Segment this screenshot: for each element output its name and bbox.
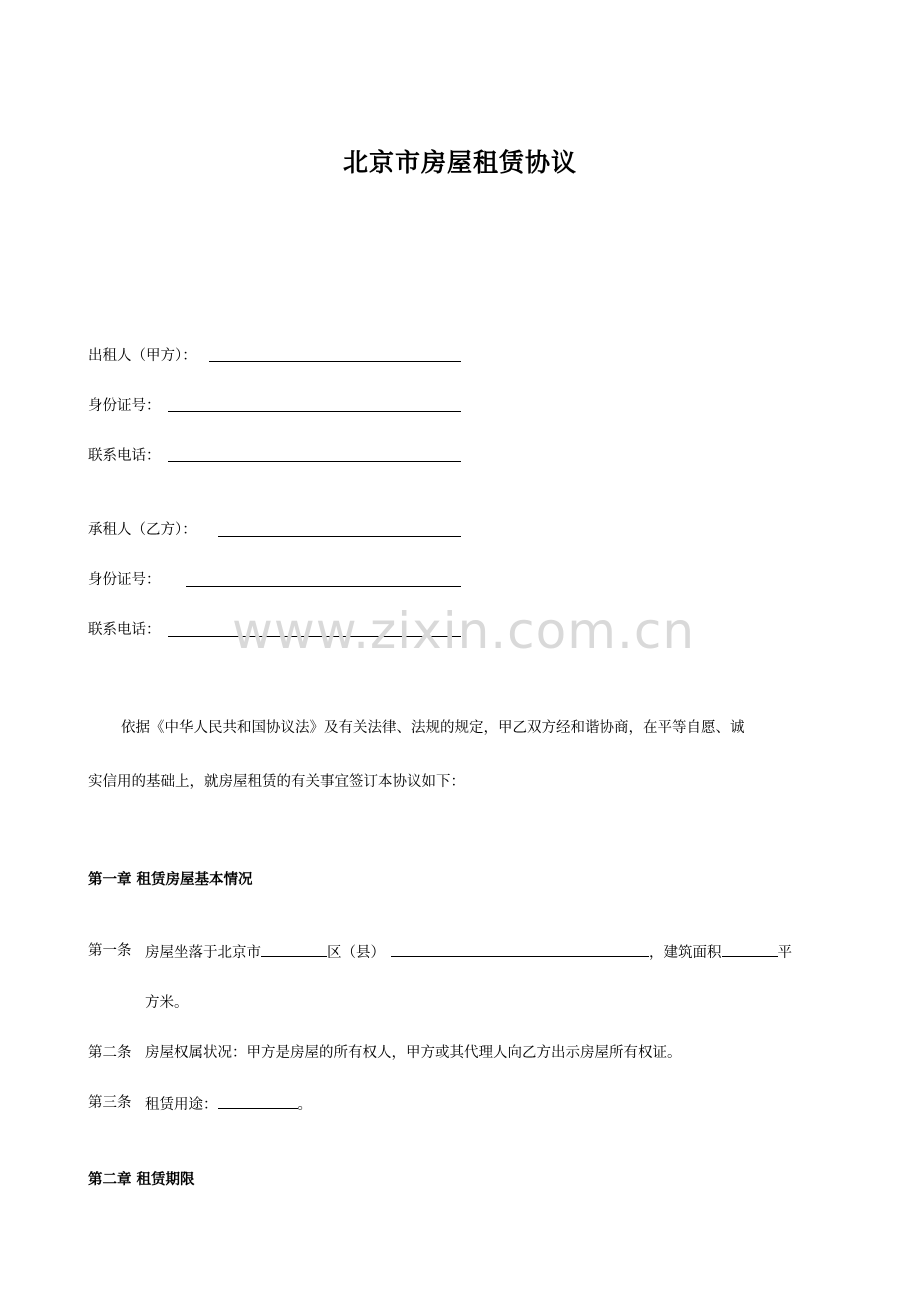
lessor-name-blank[interactable] — [209, 361, 461, 362]
preamble-line-1: 依据《中华人民共和国协议法》及有关法律、法规的规定，甲乙双方经和谐协商，在平等自愿、诚 — [121, 720, 745, 736]
article-2-number: 第二条 — [88, 1045, 132, 1061]
article-3-number: 第三条 — [88, 1095, 132, 1111]
article-3-text-a: 租赁用途： — [145, 1097, 218, 1113]
lessee-name-label: 承租人（乙方）： — [88, 522, 197, 538]
lessor-id-blank[interactable] — [168, 411, 461, 412]
district-blank[interactable] — [261, 941, 327, 957]
lessor-phone-label: 联系电话： — [88, 448, 161, 464]
lessee-name-blank[interactable] — [218, 536, 461, 537]
area-blank[interactable] — [722, 941, 778, 957]
document-title: 北京市房屋租赁协议 — [342, 148, 577, 177]
article-1-text-b: 区（县） — [327, 945, 385, 961]
lessee-phone-label: 联系电话： — [88, 622, 161, 638]
usage-blank[interactable] — [218, 1093, 298, 1109]
article-1-continuation: 方米。 — [145, 995, 189, 1011]
article-2-text: 房屋权属状况：甲方是房屋的所有权人，甲方或其代理人向乙方出示房屋所有权证。 — [145, 1045, 682, 1061]
article-1-text-d: 平 — [777, 945, 792, 961]
watermark: www.zixin.com.cn — [232, 602, 696, 660]
article-1-line — [145, 941, 792, 963]
article-3-text-b: 。 — [297, 1097, 312, 1113]
chapter-1-heading: 第一章 租赁房屋基本情况 — [88, 872, 253, 888]
chapter-2-heading: 第二章 租赁期限 — [88, 1172, 195, 1188]
preamble-line-2: 实信用的基础上，就房屋租赁的有关事宜签订本协议如下： — [88, 774, 465, 790]
lessee-id-label: 身份证号： — [88, 572, 161, 588]
article-3-line — [145, 1093, 312, 1115]
lessor-id-label: 身份证号： — [88, 398, 161, 414]
article-1-text-a: 房屋坐落于北京市 — [145, 945, 261, 961]
article-1-text-c: ，建筑面积 — [649, 945, 722, 961]
address-blank[interactable] — [391, 941, 649, 957]
article-1-number: 第一条 — [88, 943, 132, 959]
lessor-name-label: 出租人（甲方）： — [88, 348, 197, 364]
lessor-phone-blank[interactable] — [168, 461, 461, 462]
lessee-id-blank[interactable] — [186, 586, 461, 587]
